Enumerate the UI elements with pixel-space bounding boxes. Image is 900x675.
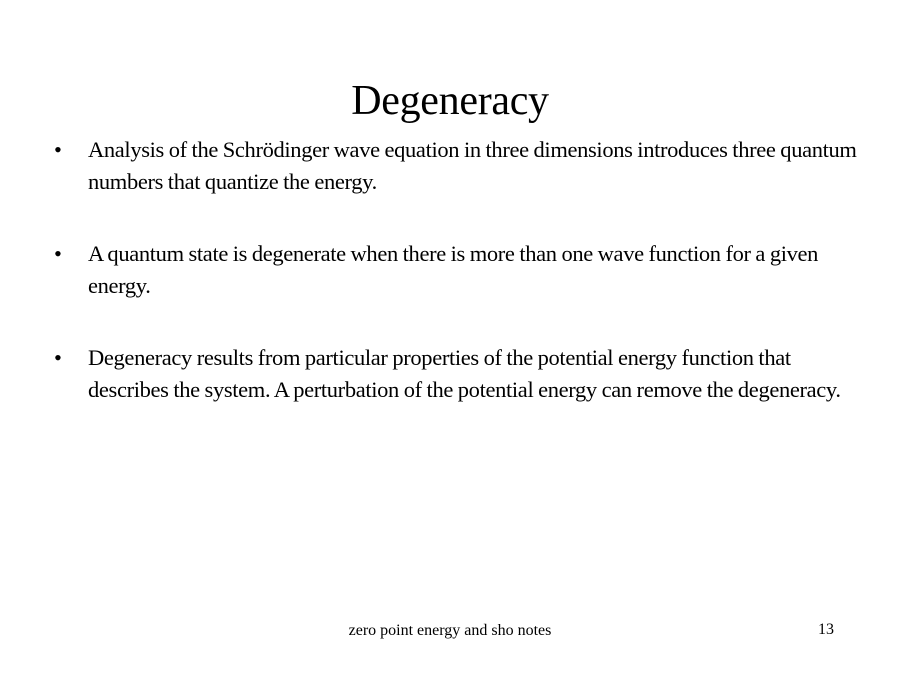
bullet-text: Analysis of the Schrödinger wave equation in three dimensions introduces three quantum numbers that quantize the energy. <box>88 137 857 194</box>
bullet-text: Degeneracy results from particular properties of the potential energy function that describes the system. A perturbation of the potential energy can remove the degeneracy. <box>88 345 841 402</box>
bullet-list <box>54 134 874 406</box>
bullet-item <box>54 342 874 406</box>
page-number: 13 <box>818 621 834 638</box>
bullet-dot-icon: • <box>54 345 62 370</box>
bullet-dot-icon: • <box>54 241 62 266</box>
bullet-item <box>54 238 874 302</box>
bullet-dot-icon: • <box>54 137 62 162</box>
bullet-item <box>54 134 874 198</box>
slide-footer: zero point energy and sho notes <box>348 622 552 639</box>
slide-title: Degeneracy <box>351 78 549 124</box>
bullet-text: A quantum state is degenerate when there is more than one wave function for a given energy. <box>88 241 819 298</box>
